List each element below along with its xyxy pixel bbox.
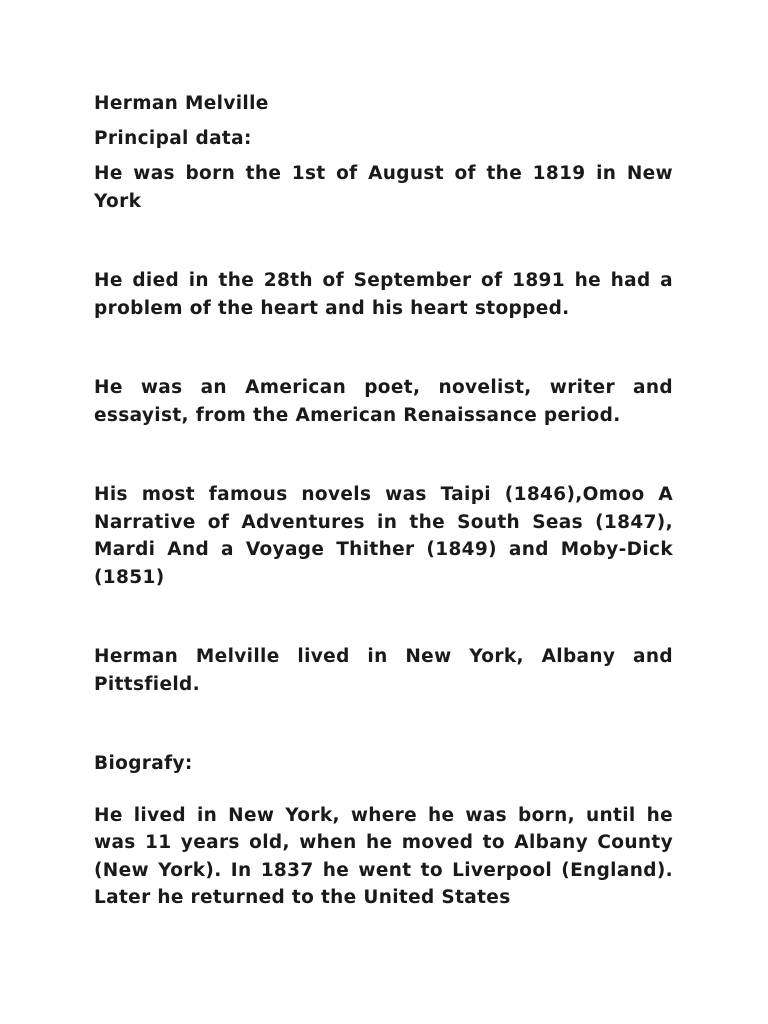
document-page	[94, 90, 673, 912]
birth-paragraph: He was born the 1st of August of the 1819 in New York	[94, 163, 673, 212]
death-paragraph: He died in the 28th of September of 1891 he had a problem of the heart and his heart stopped.	[94, 270, 673, 319]
novels-paragraph: His most famous novels was Taipi (1846),Omoo A Narrative of Adventures in the South Seas (1847), Mardi And a Voyage Thither (1849) and Moby-Dick (1851)	[94, 484, 673, 588]
biography-heading: Biografy:	[94, 753, 193, 774]
occupation-paragraph: He was an American poet, novelist, writer and essayist, from the American Renaissance period.	[94, 377, 673, 426]
document-title: Herman Melville	[94, 93, 269, 114]
biography-paragraph: He lived in New York, where he was born, until he was 11 years old, when he moved to Albany County (New York). In 1837 he went to Liverpool (England). Later he returned to the United States	[94, 804, 673, 908]
principal-data-heading: Principal data:	[94, 127, 252, 149]
residence-paragraph: Herman Melville lived in New York, Albany and Pittsfield.	[94, 646, 673, 695]
